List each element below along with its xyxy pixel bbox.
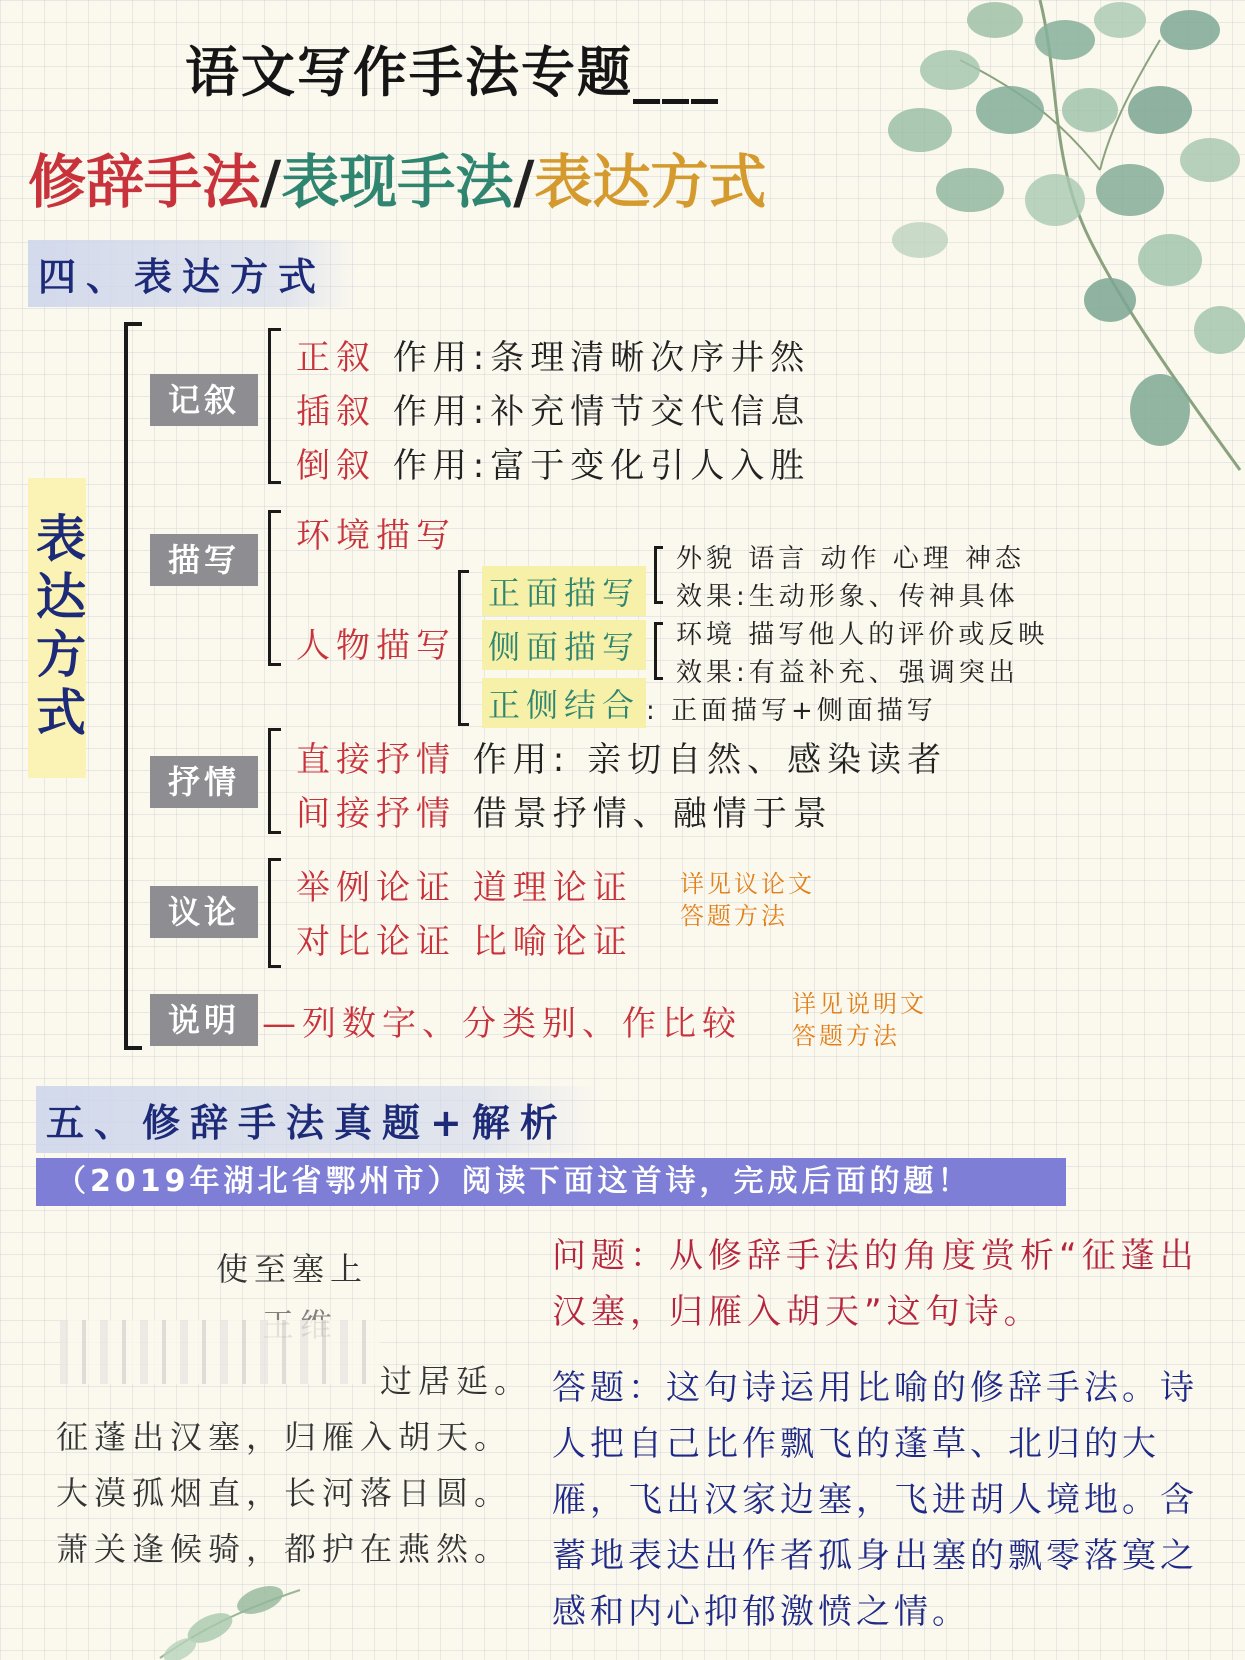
answer-text: 答题：这句诗运用比喻的修辞手法。诗人把自己比作飘飞的蓬草、北归的大雁，飞出汉家边塞，飞进胡人境地。含蓄地表达出作者孤身出塞的飘零落寞之感和内心抑郁激愤之情。: [552, 1368, 1198, 1632]
front-bracket: [654, 546, 663, 604]
combined-detail: : 正面描写+侧面描写: [646, 696, 937, 726]
argument-note-line: 答题方法: [680, 902, 788, 930]
label-description: 描写: [150, 534, 258, 586]
front-detail: 外貌 语言 动作 心理 神态: [676, 544, 1026, 574]
label-exposition: 说明: [150, 994, 258, 1046]
narration-desc: 作用:补充情节交代信息: [392, 392, 811, 432]
lyric-bracket: [268, 728, 281, 834]
argument-note: [680, 868, 815, 932]
exposition-note: [792, 988, 927, 1052]
section-5-heading: 五、修辞手法真题+解析: [36, 1086, 598, 1153]
label-narration: 记叙: [150, 374, 258, 426]
question-text: 问题：从修辞手法的角度赏析“征蓬出汉塞，归雁入胡天”这句诗。: [552, 1236, 1199, 1332]
narration-type: 倒叙: [296, 446, 376, 486]
argument-row: 对比论证 比喻论证: [296, 922, 633, 962]
narration-type: 正叙: [296, 338, 376, 378]
narration-desc: 作用:条理清晰次序井然: [392, 338, 811, 378]
poem-title: 使至塞上: [216, 1250, 369, 1288]
narration-row: [296, 438, 810, 487]
description-bracket: [268, 510, 281, 666]
front-effect: 效果:生动形象、传神具体: [676, 582, 1019, 612]
subtitle-rhetoric: 修辞手法: [28, 148, 261, 216]
poem-line-partial: 过居延。: [380, 1362, 533, 1400]
side-detail: 环境 描写他人的评价或反映: [676, 620, 1049, 650]
argument-note-line: 详见议论文: [680, 870, 815, 898]
side-description: 侧面描写: [482, 620, 646, 670]
main-bracket: [124, 322, 142, 1050]
label-lyric: 抒情: [150, 756, 258, 808]
indirect-lyric-name: 间接抒情: [296, 794, 456, 834]
exposition-note-line: 详见说明文: [792, 990, 927, 1018]
direct-lyric-name: 直接抒情: [296, 740, 456, 780]
narration-type: 插叙: [296, 392, 376, 432]
direct-lyric: [296, 732, 947, 781]
character-bracket: [458, 570, 469, 726]
side-effect: 效果:有益补充、强调突出: [676, 658, 1019, 688]
poem-line: 征蓬出汉塞，归雁入胡天。: [56, 1418, 513, 1456]
question-banner: （2019年湖北省鄂州市）阅读下面这首诗，完成后面的题！: [36, 1158, 1066, 1206]
exposition-note-line: 答题方法: [792, 1022, 900, 1050]
narration-desc: 作用:富于变化引人入胜: [392, 446, 811, 486]
page-subtitle: [28, 135, 766, 219]
indirect-lyric: [296, 786, 833, 835]
subtitle-separator: /: [513, 148, 535, 216]
eucalyptus-leaves-decoration: [860, 0, 1245, 500]
front-description: 正面描写: [482, 566, 646, 616]
subtitle-techniques: 表现手法: [281, 148, 514, 216]
vertical-label: 表达方式: [28, 478, 86, 778]
character-description: 人物描写: [296, 626, 456, 666]
narration-bracket: [268, 328, 281, 484]
environment-description: 环境描写: [296, 516, 456, 556]
page-title: 语文写作手法专题___: [185, 40, 720, 104]
poem-line: 萧关逢候骑，都护在燕然。: [56, 1530, 513, 1568]
blurred-poem-line: [60, 1320, 380, 1384]
narration-row: [296, 330, 810, 379]
poem-line: 大漠孤烟直，长河落日圆。: [56, 1474, 513, 1512]
side-bracket: [654, 622, 663, 680]
subtitle-expression: 表达方式: [534, 148, 767, 216]
indirect-lyric-desc: 借景抒情、融情于景: [472, 794, 833, 834]
section-4-heading: 四、表达方式: [28, 240, 356, 307]
combined-description: 正侧结合: [482, 678, 646, 728]
argument-bracket: [268, 858, 281, 968]
label-argument: 议论: [150, 886, 258, 938]
exposition-methods: —列数字、分类别、作比较: [262, 1004, 742, 1044]
narration-row: [296, 384, 810, 433]
direct-lyric-desc: 作用: 亲切自然、感染读者: [472, 740, 948, 780]
subtitle-separator: /: [260, 148, 282, 216]
small-leaves-decoration: [150, 1570, 310, 1660]
argument-row: 举例论证 道理论证: [296, 868, 633, 908]
